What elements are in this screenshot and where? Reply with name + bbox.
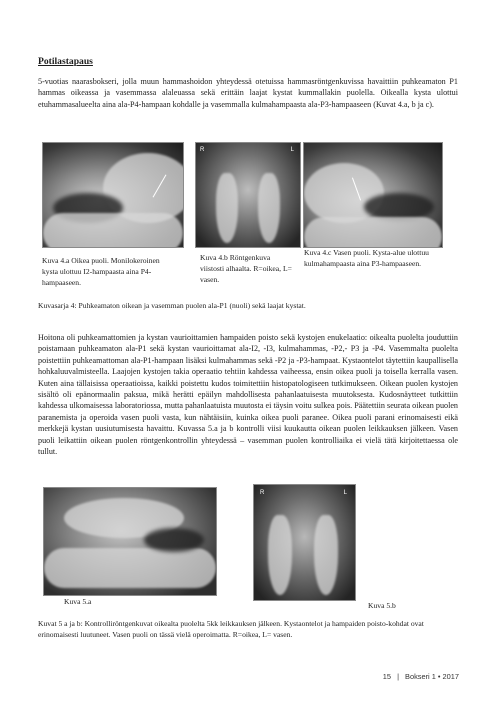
page-number: 15 <box>382 672 391 681</box>
section-heading: Potilastapaus <box>38 56 93 67</box>
page-footer <box>383 672 459 681</box>
footer-separator: | <box>397 672 399 681</box>
xray-image-4c <box>303 142 443 248</box>
xray-image-5a <box>43 487 217 596</box>
figure-series-caption: Kuvasarja 4: Puhkeamaton oikean ja vasemman puolen ala-P1 (nuoli) sekä laajat kystat. <box>38 301 306 310</box>
intro-paragraph: 5-vuotias naarasbokseri, jolla muun hammashoidon yhteydessä otetuissa hammasröntgenkuvissa havaittiin puhkeamaton P1 hammas oikeassa ja vasemmassa alaleuassa sekä erittäin laajat kystat kummallakin puolella. Oikealla kysta ulottui etuhammasalueelta aina ala-P4-hampaan kohdalle ja vasemmalla kulmahampaasta ala-P3-hampaaseen (Kuvat 4.a, b ja c). <box>38 77 458 109</box>
xray-image-4a <box>42 142 184 248</box>
label-5b: Kuva 5.b <box>368 601 396 610</box>
xray-image-5b <box>253 484 356 601</box>
treatment-paragraph: Hoitona oli puhkeamattomien ja kystan vaurioittamien hampaiden poisto sekä kystojen enukelaatio: oikealta puolelta jouduttiin poistamaan puhkeamaton ala-P1 sekä kystan vaurioittamat ala-I2, -I3, kulmahammas, -P2,- P3 ja -P4. Vasemmalta puolelta poistettiin puhkeamattoman ala-P1-hampaan lisäksi kulmahammas sekä -P2 ja -P3-hampaat. Kystaontelot täytettiin kaupallisella hohkaluuvalmisteella. Laajojen kystojen takia operaatio tehtiin kahdessa vaiheessa, ensin oikea puoli ja toisella kerralla vasen. Kuten aina tällaisissa operaatioissa, kaikki poistettu kudos toimitettiin histopatologiseen tutkimukseen. Oikean puolen kystojen sisältö oli epänormaalin paksua, mikä herätti epäilyn mahdollisesta pahanlaatuisesta muutoksesta. Kudosnäytteet tutkittiin kahdessa ulkomaisessa laboratoriossa, mutta pahanlaatuista muutosta ei täysin voitu sulkea pois. Päätettiin seurata oikean puolen paranemista ja operoida vasen puoli vasta, kun nähtäisiin, kuinka oikea puoli paranee. Oikea puoli parani erinomaisesti eikä merkkejä kystan uusiutumisesta havaittu. Kuvassa 5.a ja b kontrolli viisi kuukautta oikean puolen leikkauksen jälkeen. Vasen puoli leikattiin oikean puolen röntgenkontrollin yhteydessä – vasemman puolen kontrolliaika ei vielä tätä kirjoitettaessa ole tullut. <box>38 333 458 457</box>
label-5a: Kuva 5.a <box>64 597 92 606</box>
publication-name: Bokseri 1 • 2017 <box>405 672 459 681</box>
image-marker-l: L <box>343 490 347 496</box>
xray-image-4b <box>195 142 301 248</box>
image-marker-r: R <box>200 147 205 153</box>
image-marker-l: L <box>290 147 294 153</box>
caption-4b: Kuva 4.b Röntgenkuva viistosti alhaalta. R=oikea, L= vasen. <box>200 253 292 284</box>
image-marker-r: R <box>260 490 265 496</box>
caption-4c: Kuva 4.c Vasen puoli. Kysta-alue ulottuu kulmahampaasta aina P3-hampaaseen. <box>304 248 429 268</box>
figure5-caption: Kuvat 5 a ja b: Kontrolliröntgenkuvat oikealta puolelta 5kk leikkauksen jälkeen. Kystaontelot ja hampaiden poisto-kohdat ovat erinomaisesti luutuneet. Vasen puoli on tässä vielä operoimatta. R=oikea, L= vasen. <box>38 619 424 639</box>
caption-4a: Kuva 4.a Oikea puoli. Monilokeroinen kysta ulottuu I2-hampaasta aina P4-hampaaseen. <box>42 256 160 287</box>
